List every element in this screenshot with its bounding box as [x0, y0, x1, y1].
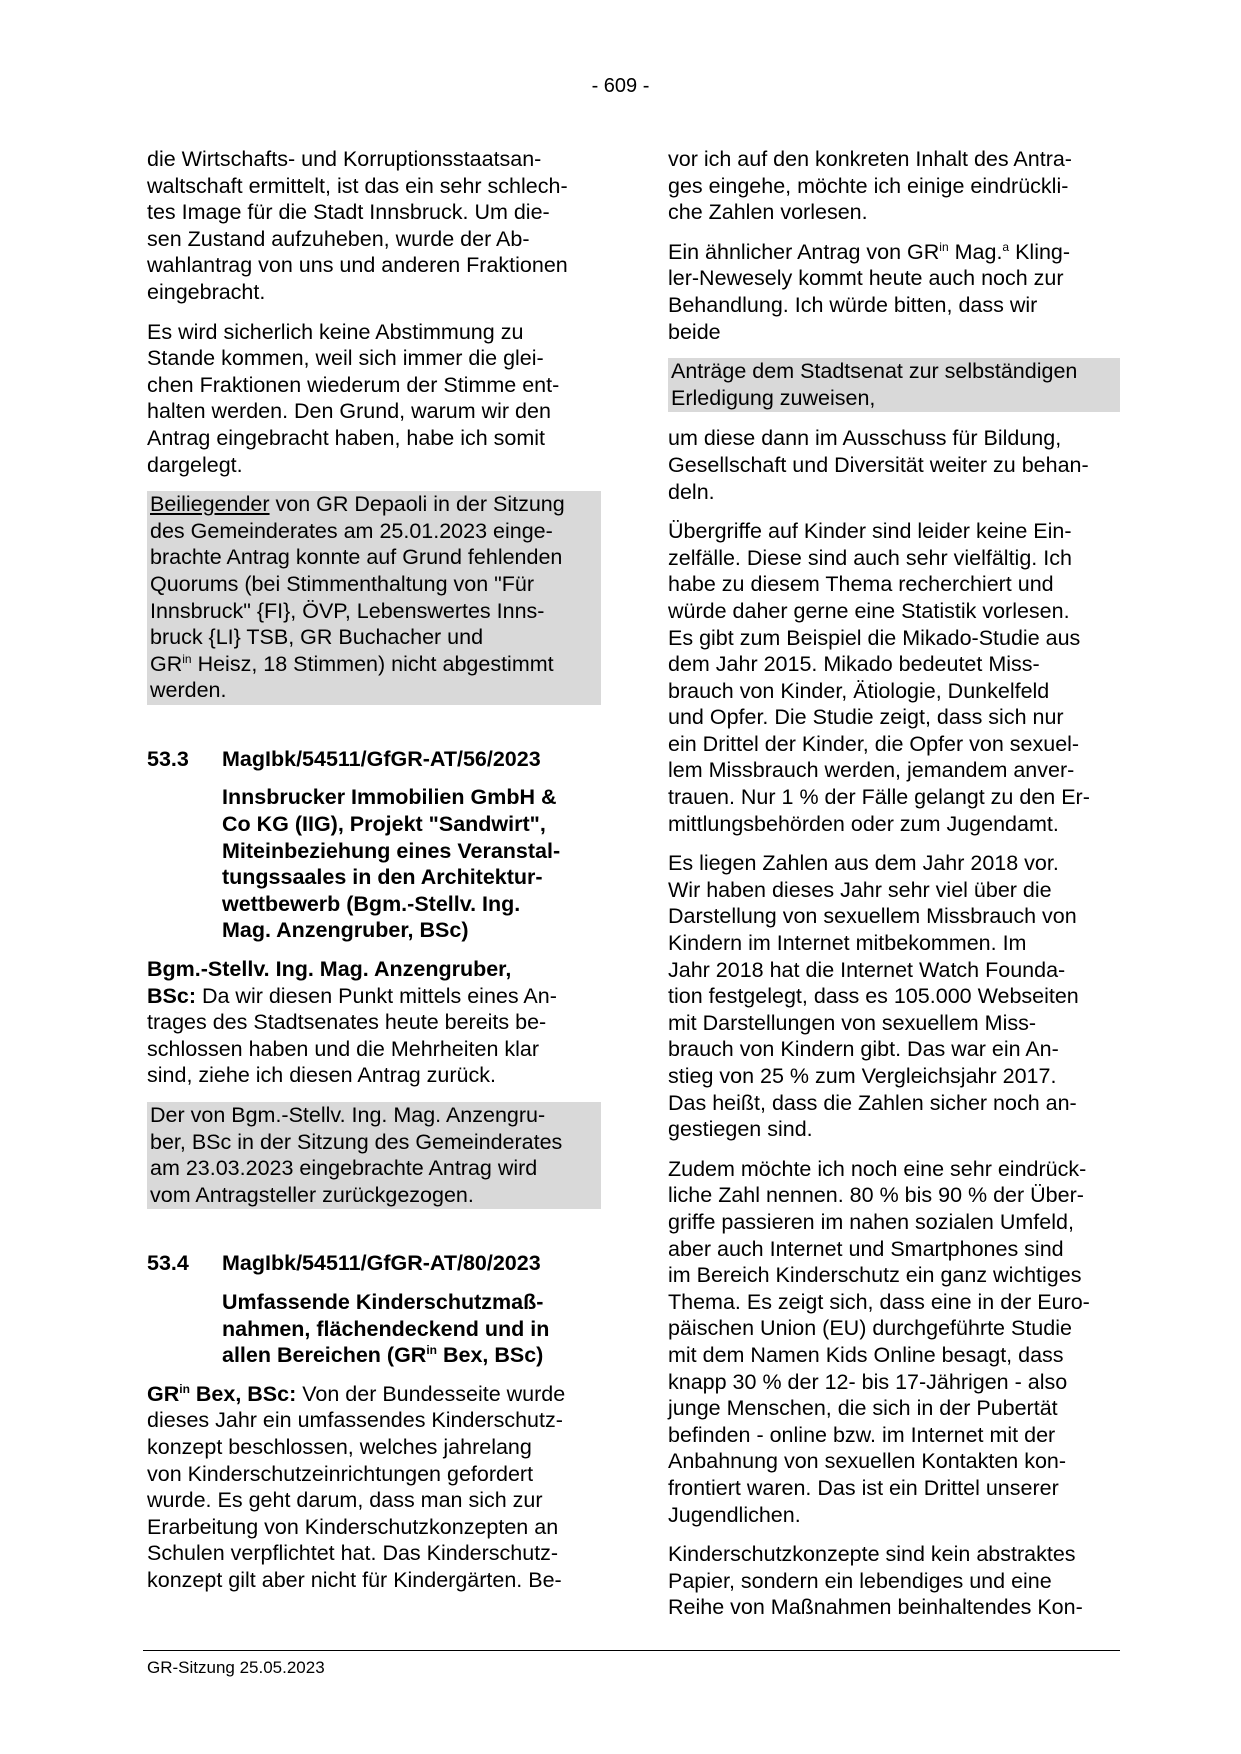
speech-paragraph [147, 956, 601, 1089]
text-line: Schulen verpflichtet hat. Das Kinderschutz- [147, 1541, 559, 1566]
text-line: Jahr 2018 hat die Internet Watch Founda- [668, 957, 1066, 982]
text-line: chen Fraktionen wiederum der Stimme ent- [147, 372, 560, 397]
text-line: Thema. Es zeigt sich, dass eine in der Euro- [668, 1289, 1090, 1314]
section-title [147, 784, 601, 944]
text-line: stieg von 25 % zum Vergleichsjahr 2017. [668, 1064, 1057, 1088]
text-line: Es liegen Zahlen aus dem Jahr 2018 vor. [668, 851, 1059, 876]
section-number: 53.3 [147, 746, 189, 771]
speaker-name: Bgm.-Stellv. Ing. Mag. Anzengruber, [147, 957, 512, 982]
text-line: trauen. Nur 1 % der Fälle gelangt zu den Er- [668, 785, 1090, 810]
text-line: Jugendlichen. [668, 1502, 801, 1527]
text-line: Erarbeitung von Kinderschutzkonzepten an [147, 1514, 559, 1539]
note-line: werden. [150, 678, 227, 703]
paragraph [147, 319, 601, 479]
text-line: sen Zustand aufzuheben, wurde der Ab- [147, 226, 530, 251]
text-line: vor ich auf den konkreten Inhalt des Antra- [668, 147, 1072, 171]
paragraph: Ein ähnlicher Antrag von $GR^{in}$ Mag.$^a$ Kling- ler-Newesely kommt heute auch noch zur Behandlung. Ich würde bitten, dass wir beide [668, 239, 1120, 345]
text-line: Es gibt zum Beispiel die Mikado-Studie aus [668, 625, 1081, 650]
text-line: trages des Stadtsenates heute bereits be- [147, 1010, 547, 1035]
text-line: würde daher gerne eine Statistik vorlesen. [668, 598, 1070, 623]
text-line: Anbahnung von sexuellen Kontakten kon- [668, 1449, 1067, 1474]
text-line: wahlantrag von uns und anderen Fraktionen [147, 253, 568, 278]
text-line: Wir haben dieses Jahr sehr viel über die [668, 877, 1052, 902]
text-line: konzept gilt aber nicht für Kindergärten. Be- [147, 1567, 562, 1592]
text-line: Behandlung. Ich würde bitten, dass wir [668, 292, 1038, 317]
paragraph [668, 1541, 1120, 1621]
text-line: zelfälle. Diese sind auch sehr vielfältig. Ich [668, 545, 1072, 570]
section-heading [147, 1250, 601, 1277]
text-line: die Wirtschafts- und Korruptionsstaatsan- [147, 147, 542, 171]
text-line: waltschaft ermittelt, ist das ein sehr schlech- [147, 173, 568, 198]
text-line: halten werden. Den Grund, warum wir den [147, 399, 551, 424]
text-line: Papier, sondern ein lebendiges und eine [668, 1568, 1052, 1593]
text-line: lem Missbrauch werden, jemandem anver- [668, 758, 1075, 783]
text-line: Anträge dem Stadtsenat zur selbständigen [671, 359, 1078, 384]
paragraph [668, 425, 1120, 505]
section-reference: MagIbk/54511/GfGR-AT/80/2023 [222, 1251, 541, 1276]
text-line: frontiert waren. Das ist ein Drittel unserer [668, 1475, 1059, 1500]
text-line: schlossen haben und die Mehrheiten klar [147, 1036, 540, 1061]
text-line: dem Jahr 2015. Mikado bedeutet Miss- [668, 652, 1040, 677]
section-53-4 [147, 1250, 601, 1593]
text-line: aber auch Internet und Smartphones sind [668, 1236, 1064, 1261]
paragraph [668, 518, 1120, 837]
text-line: und Opfer. Die Studie zeigt, dass sich nur [668, 705, 1064, 730]
text-line: brauch von Kinder, Ätiologie, Dunkelfeld [668, 678, 1050, 703]
section-title: Umfassende Kinderschutzmaß- nahmen, flächendeckend und in allen Bereichen ($GR^{in}$ Bex, BSc) [222, 1289, 550, 1368]
text-line: che Zahlen vorlesen. [668, 200, 868, 225]
motion-box [668, 358, 1120, 412]
note-lines [150, 518, 598, 651]
text-line: tion festgelegt, dass es 105.000 Webseiten [668, 984, 1079, 1009]
text-line: ein Drittel der Kinder, die Opfer von sexuel- [668, 731, 1080, 756]
text-line: Zudem möchte ich noch eine sehr eindrück- [668, 1156, 1087, 1181]
text-line: mit Darstellungen von sexuellem Miss- [668, 1010, 1037, 1035]
text-line: liche Zahl nennen. 80 % bis 90 % der Über- [668, 1183, 1084, 1208]
text-line: befinden - online bzw. im Internet mit der [668, 1422, 1056, 1447]
paragraph [668, 1156, 1120, 1528]
text-line: konzept beschlossen, welches jahrelang [147, 1434, 532, 1459]
text-line: ler-Newesely kommt heute auch noch zur [668, 266, 1064, 291]
speech-line: $GR^{in}$ Bex, BSc: Von der Bundesseite wurde [147, 1381, 566, 1406]
note-line: $GR^{in}$ Heisz, 18 Stimmen) nicht abgestimmt [150, 651, 554, 676]
text-line: Kinderschutzkonzepte sind kein abstraktes [668, 1542, 1076, 1567]
speaker-name: $GR^{in}$ Bex, BSc: [147, 1381, 297, 1406]
text-line: tungssaales in den Architektur- [222, 865, 543, 890]
left-column [147, 146, 601, 1607]
text-line: wettbewerb (Bgm.-Stellv. Ing. [222, 891, 521, 916]
text-line: Kindern im Internet mitbekommen. Im [668, 931, 1027, 956]
paragraph [668, 850, 1120, 1143]
text-line: Quorums (bei Stimmenthaltung von "Für [150, 571, 535, 596]
speech-lines [147, 1407, 601, 1593]
section-53-3 [147, 746, 601, 1210]
text-line: eingebracht. [147, 279, 266, 304]
underlined-word: Beiliegender [150, 492, 270, 517]
text-line: junge Menschen, die sich in der Pubertät [668, 1396, 1058, 1421]
note-box [147, 491, 601, 705]
text-line: des Gemeinderates am 25.01.2023 einge- [150, 518, 553, 543]
footer-divider [143, 1650, 1120, 1651]
text-line: Stande kommen, weil sich immer die glei- [147, 346, 544, 371]
text-line: ber, BSc in der Sitzung des Gemeinderates [150, 1129, 563, 1154]
section-number: 53.4 [147, 1251, 189, 1276]
text-line: Miteinbeziehung eines Veranstal- [222, 838, 561, 863]
note-box [147, 1102, 601, 1209]
text-line: päischen Union (EU) durchgeführte Studie [668, 1316, 1072, 1341]
text-line: Das heißt, dass die Zahlen sicher noch an- [668, 1090, 1077, 1115]
section-heading [147, 746, 601, 773]
text-line: Antrag eingebracht haben, habe ich somit [147, 425, 546, 450]
text-line: Co KG (IIG), Projekt "Sandwirt", [222, 812, 546, 837]
text-line: Darstellung von sexuellem Missbrauch von [668, 904, 1077, 929]
text-line: griffe passieren im nahen sozialen Umfeld, [668, 1209, 1074, 1234]
text-line: am 23.03.2023 eingebrachte Antrag wird [150, 1156, 538, 1181]
text-line: tes Image für die Stadt Innsbruck. Um die- [147, 200, 550, 225]
text-line: gestiegen sind. [668, 1117, 813, 1142]
text-line: knapp 30 % der 12- bis 17-Jährigen - also [668, 1369, 1068, 1394]
text-line: Innsbruck" {FI}, ÖVP, Lebenswertes Inns- [150, 598, 545, 623]
text-line: bruck {LI} TSB, GR Buchacher und [150, 625, 484, 650]
speech-lines [147, 1009, 601, 1089]
text-line: mittlungsbehörden oder zum Jugendamt. [668, 811, 1059, 836]
text-line: vom Antragsteller zurückgezogen. [150, 1182, 474, 1207]
note-line: Beiliegender von GR Depaoli in der Sitzung [150, 492, 565, 517]
text-line: mit dem Namen Kids Online besagt, dass [668, 1342, 1064, 1367]
footer-session-date: GR-Sitzung 25.05.2023 [147, 1658, 325, 1677]
text-line: Gesellschaft und Diversität weiter zu behan- [668, 452, 1089, 477]
section-reference: MagIbk/54511/GfGR-AT/56/2023 [222, 746, 541, 771]
text-line: um diese dann im Ausschuss für Bildung, [668, 426, 1062, 451]
text-line: im Bereich Kinderschutz ein ganz wichtiges [668, 1263, 1082, 1288]
text-line: Innsbrucker Immobilien GmbH & [222, 785, 557, 810]
text-line: brauch von Kindern gibt. Das war ein An- [668, 1037, 1059, 1062]
text-line: Reihe von Maßnahmen beinhaltendes Kon- [668, 1595, 1083, 1620]
text-line: Der von Bgm.-Stellv. Ing. Mag. Anzengru- [150, 1103, 546, 1127]
text-line: Übergriffe auf Kinder sind leider keine Ein- [668, 519, 1072, 544]
text-line: von Kinderschutzeinrichtungen gefordert [147, 1461, 534, 1486]
text-line: Erledigung zuweisen, [671, 385, 876, 410]
speech-line: BSc: Da wir diesen Punkt mittels eines An- [147, 983, 557, 1008]
text-line: beide [668, 319, 721, 344]
text-line: Es wird sicherlich keine Abstimmung zu [147, 319, 524, 344]
speech-paragraph [147, 1381, 601, 1594]
text-line: wurde. Es geht darum, dass man sich zur [147, 1488, 543, 1513]
text-line: ges eingehe, möchte ich einige eindrückli- [668, 173, 1069, 198]
text-line: brachte Antrag konnte auf Grund fehlenden [150, 545, 563, 570]
text-line: deln. [668, 479, 715, 504]
paragraph [147, 146, 601, 306]
text-line: sind, ziehe ich diesen Antrag zurück. [147, 1063, 496, 1088]
text-line: dieses Jahr ein umfassendes Kinderschutz- [147, 1408, 563, 1433]
page-number: - 609 - [591, 75, 650, 97]
text-line: Mag. Anzengruber, BSc) [222, 918, 469, 943]
right-column [668, 146, 1120, 1634]
speaker-name: BSc: [147, 983, 196, 1008]
text-line: dargelegt. [147, 452, 243, 477]
text-line: habe zu diesem Thema recherchiert und [668, 572, 1054, 597]
paragraph [668, 146, 1120, 226]
